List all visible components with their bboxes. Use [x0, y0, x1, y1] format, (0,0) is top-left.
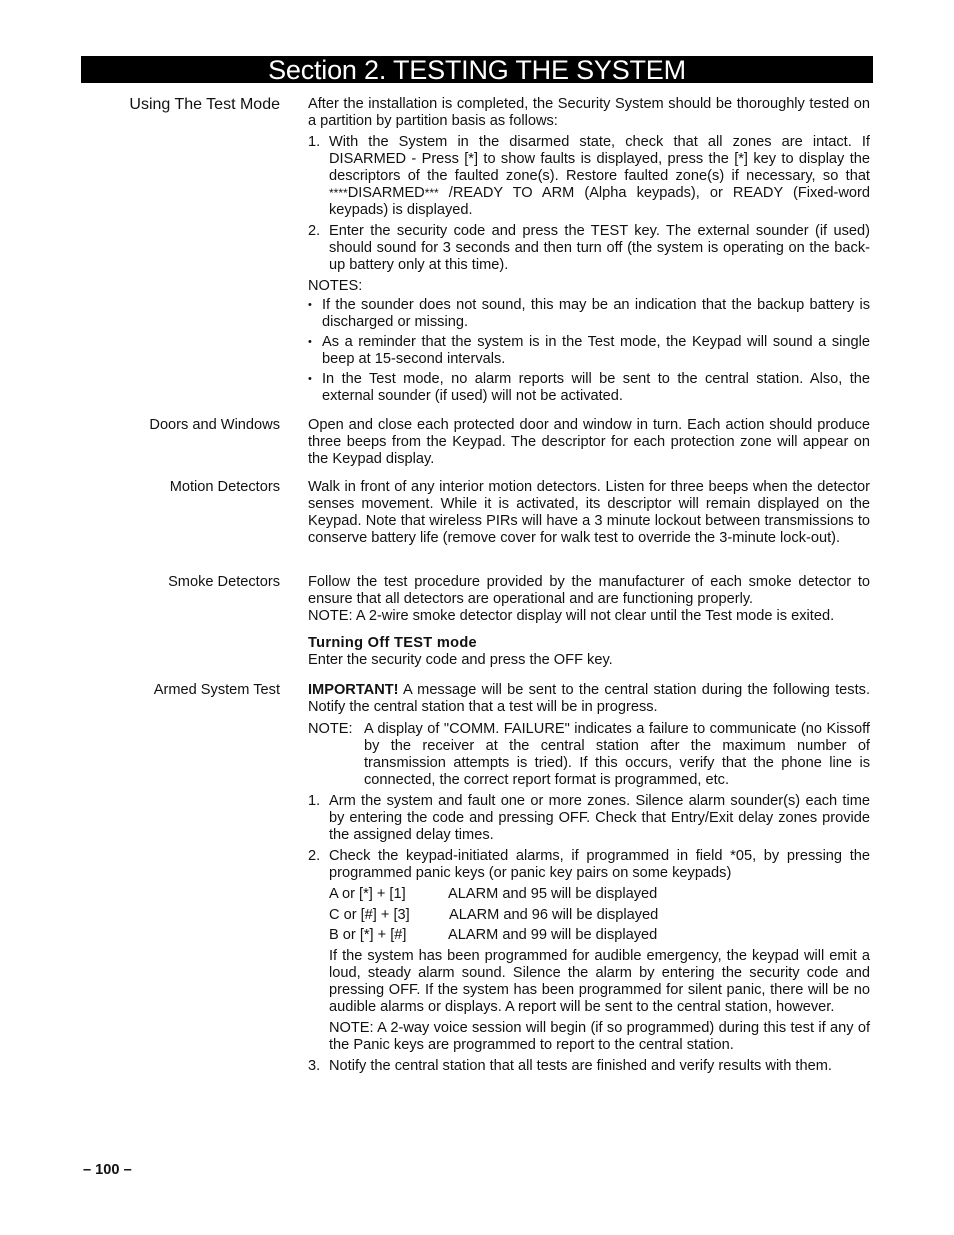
- panic-keys-table: [308, 886, 870, 948]
- voice-session-note: NOTE: A 2-way voice session will begin (if so programmed) during this test if any of the Panic keys are programmed to report to the central station.: [329, 1019, 870, 1053]
- motion-text: Walk in front of any interior motion detectors. Listen for three beeps when the detector senses movement. While it is activated, its descriptor will remain displayed on the Keypad. Note that wireless PIRs will have a 3 minute lockout between transmissions to conserve battery life (remove cover for walk test to override the 3-minute lock-out).: [308, 479, 870, 546]
- panic-key: A or [*] + [1]: [329, 886, 406, 902]
- important-paragraph: IMPORTANT! A message will be sent to the central station during the following tests. Notify the central station that a test will be in progress.: [308, 682, 870, 715]
- side-label-smoke: Smoke Detectors: [168, 574, 280, 590]
- note-item: • As a reminder that the system is in the Test mode, the Keypad will sound a single beep at 15-second intervals.: [308, 334, 870, 367]
- panic-result: ALARM and 96 will be displayed: [449, 906, 659, 923]
- armed-step-1: 1. Arm the system and fault one or more zones. Silence alarm sounder(s) each time by entering the code and pressing OFF. Check that Entry/Exit delay zones provide the assigned delay times.: [308, 793, 870, 843]
- turning-off-text: Enter the security code and press the OFF key.: [308, 652, 613, 668]
- step-number: 3.: [308, 1057, 321, 1074]
- bullet-icon: •: [308, 373, 312, 385]
- note-item: • If the sounder does not sound, this may be an indication that the backup battery is discharged or missing.: [308, 297, 870, 330]
- smoke-note: NOTE: A 2-wire smoke detector display will not clear until the Test mode is exited.: [308, 608, 835, 624]
- step-number: 2.: [308, 848, 321, 864]
- turning-off-heading: Turning Off TEST mode: [308, 635, 477, 651]
- side-label-armed: Armed System Test: [153, 682, 280, 698]
- doors-section: [308, 417, 870, 468]
- smoke-section: [308, 574, 870, 669]
- panic-explanation: If the system has been programmed for audible emergency, the keypad will emit a loud, steady alarm sound. Silence the alarm by entering the security code and pressing OFF. If the system has been programmed for silent panic, there will be no audible alarms or displays. A report will be sent to the central station, however.: [329, 947, 870, 1015]
- panic-result: ALARM and 99 will be displayed: [448, 927, 658, 943]
- important-label: IMPORTANT!: [308, 682, 399, 698]
- side-label-doors: Doors and Windows: [149, 417, 280, 433]
- test-mode-intro: After the installation is completed, the Security System should be thoroughly tested on a partition by partition basis as follows:: [308, 96, 870, 129]
- bullet-icon: •: [308, 336, 312, 348]
- comm-failure-note: NOTE: A display of "COMM. FAILURE" indicates a failure to communicate (no Kissoff by the receiver at the central station after the maximum number of transmission attempts is tried). If this occurs, verify that the phone line is connected, the correct report format is programmed, etc.: [308, 721, 870, 788]
- armed-section: [308, 682, 870, 1075]
- panic-key: B or [*] + [#]: [329, 927, 407, 943]
- step-number: 2.: [308, 223, 321, 239]
- note-item: • In the Test mode, no alarm reports will be sent to the central station. Also, the external sounder (if used) will not be activated.: [308, 371, 870, 404]
- step-number: 1.: [308, 134, 321, 150]
- smoke-text: Follow the test procedure provided by the manufacturer of each smoke detector to ensure that all detectors are operational and are functioning properly.: [308, 574, 870, 607]
- step-number: 1.: [308, 793, 321, 809]
- bullet-icon: •: [308, 299, 312, 311]
- test-step-1: 1. With the System in the disarmed state, check that all zones are intact. If DISARMED - Press [*] to show faults is displayed, press the [*] key to display the descriptors of the faulted zone(s). Restore faulted zone(s) if necessary, so that ****DISARMED*** /READY TO ARM (Alpha keypads), or READY (Fixed-word keypads) is displayed.: [308, 134, 870, 218]
- test-step-2: 2. Enter the security code and press the TEST key. The external sounder (if used) should sound for 3 seconds and then turn off (the system is operating on the back-up battery only at this time).: [308, 223, 870, 273]
- armed-step-2: 2. Check the keypad-initiated alarms, if programmed in field *05, by pressing the programmed panic keys (or panic key pairs on some keypads): [308, 848, 870, 881]
- panic-key: C or [#] + [3]: [329, 906, 410, 923]
- test-mode-section: [308, 96, 870, 405]
- panic-key-row: [308, 907, 870, 928]
- panic-key-row: [308, 886, 870, 907]
- note-label: NOTE:: [308, 721, 353, 737]
- armed-step-3: 3. Notify the central station that all tests are finished and verify results with them.: [308, 1057, 832, 1074]
- notes-label: NOTES:: [308, 278, 363, 294]
- panic-result: ALARM and 95 will be displayed: [448, 886, 658, 902]
- side-label-test-mode: Using The Test Mode: [129, 96, 280, 113]
- side-label-motion: Motion Detectors: [169, 479, 280, 495]
- panic-key-row: [308, 927, 870, 948]
- motion-section: [308, 479, 870, 547]
- section-title: Section 2. TESTING THE SYSTEM: [81, 56, 873, 83]
- doors-text: Open and close each protected door and window in turn. Each action should produce three beeps from the Keypad. The descriptor for each protection zone will appear on the Keypad display.: [308, 417, 870, 467]
- page-number: – 100 –: [83, 1162, 132, 1178]
